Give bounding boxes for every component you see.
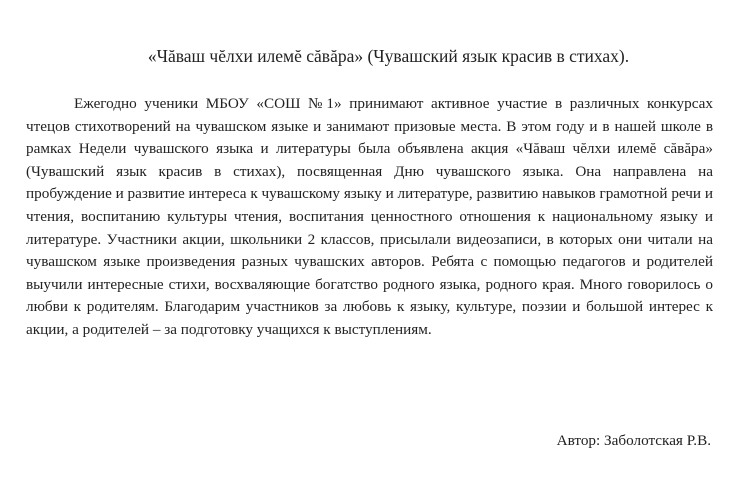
article-paragraph: Ежегодно ученики МБОУ «СОШ №1» принимают активное участие в различных конкурсах чтецов стихотворений на чувашском языке и занимают призовые места. В этом году и в нашей школе в рамках Недели чувашского языка и литературы была объявлена акция «Чăваш чĕлхи илемĕ сăвăра» (Чувашский язык красив в стихах), посвященная Дню чувашского языка. Она направлена на пробуждение и развитие интереса к чувашскому языку и литературе, развитию навыков грамотной речи и чтения, воспитанию культуры чтения, воспитания ценностного отношения к национальному языку и литературе. Участники акции, школьники 2 классов, присылали видеозаписи, в которых они читали на чувашском языке произведения разных чувашских авторов. Ребята с помощью педагогов и родителей выучили интересные стихи, восхваляющие богатство родного языка, родного края. Много говорилось о любви к родителям. Благодарим участников за любовь к языку, культуре, поэзии и большой интерес к акции, а родителей – за подготовку учащихся к выступлениям. bbox=[26, 95, 713, 338]
author-signature: Автор: Заболотская Р.В. bbox=[556, 432, 711, 449]
document-title: «Чăваш чĕлхи илемĕ сăвăра» (Чувашский язык красив в стихах). bbox=[147, 46, 630, 66]
